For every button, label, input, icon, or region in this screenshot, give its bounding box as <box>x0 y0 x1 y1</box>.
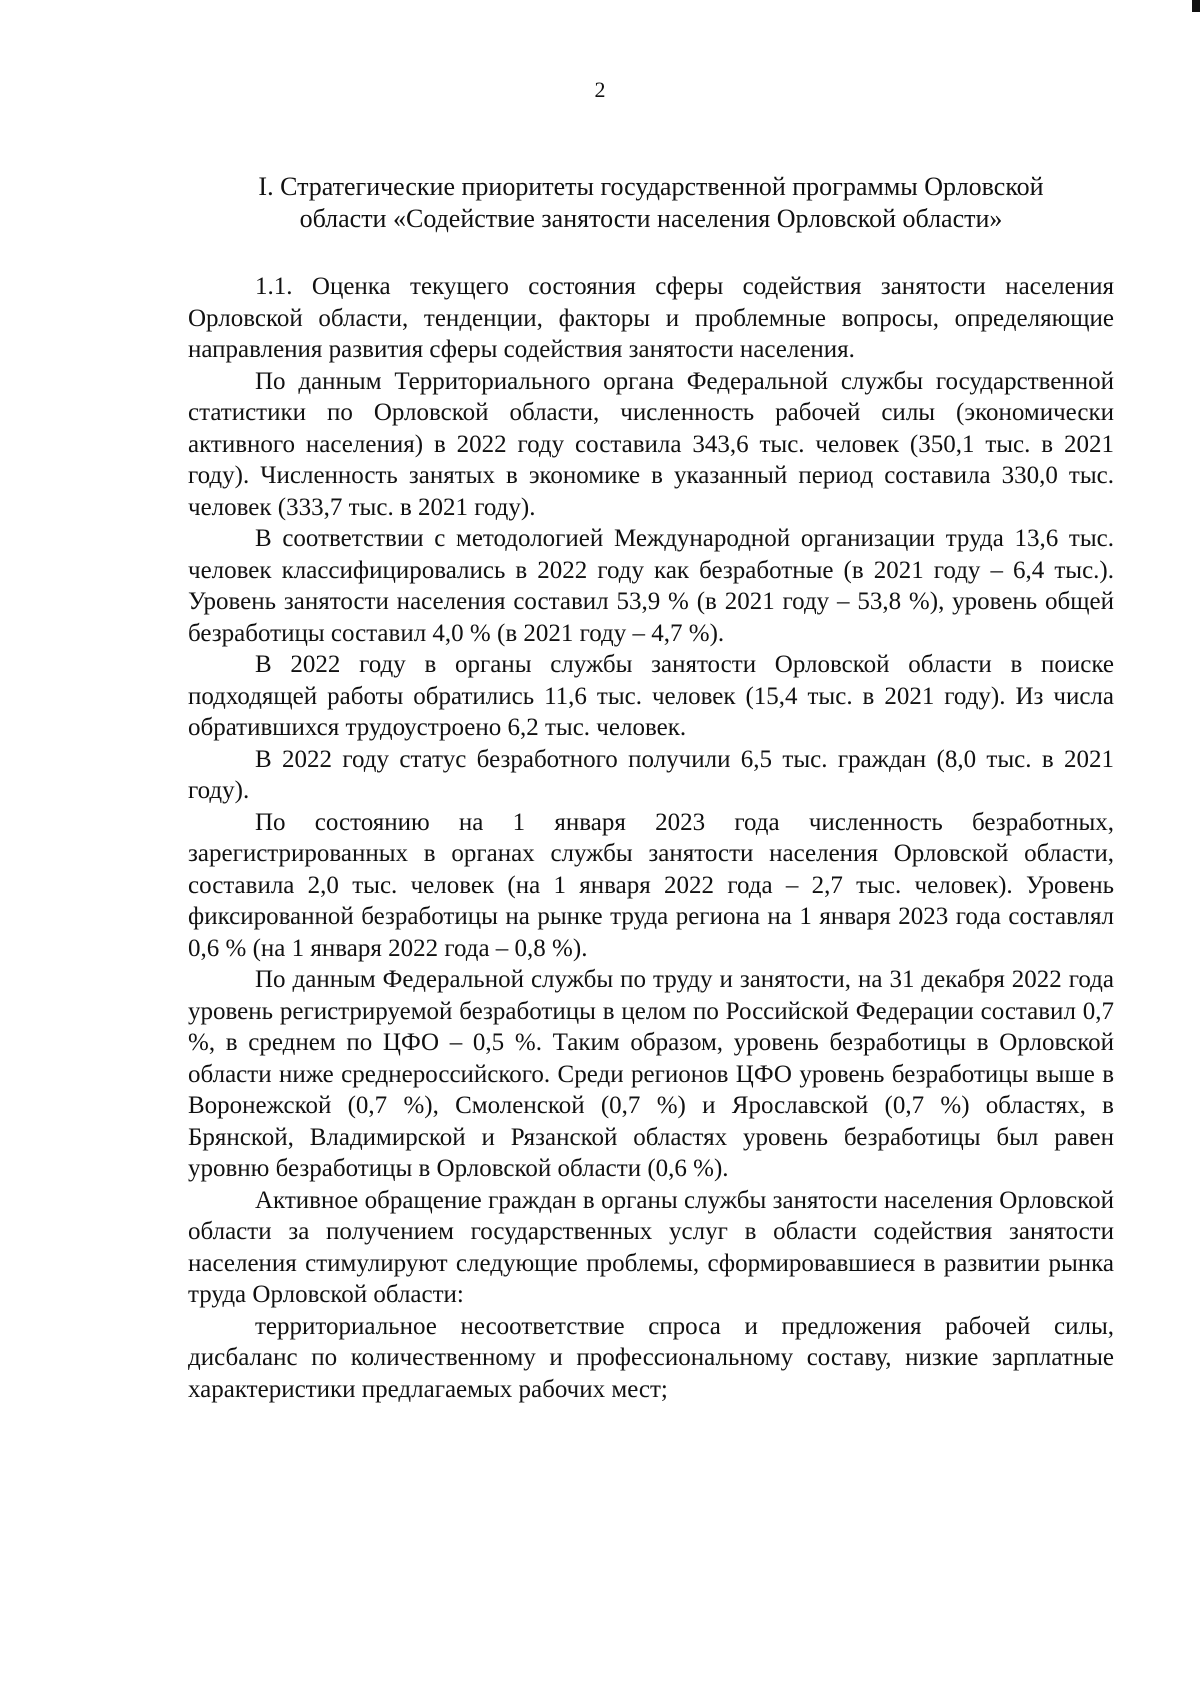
scan-edge-mark <box>1192 0 1200 12</box>
paragraph-federal-comparison: По данным Федеральной службы по труду и занятости, на 31 декабря 2022 года уровень регистрируемой безработицы в целом по Российской Федерации составил 0,7 %, в среднем по ЦФО – 0,5 %. Таким образом, уровень безработицы в Орловской области ниже среднероссийского. Среди регионов ЦФО уровень безработицы выше в Воронежской (0,7 %), Смоленской (0,7 %) и Ярославской (0,7 %) областях, в Брянской, Владимирской и Рязанской областях уровень безработицы был равен уровню безработицы в Орловской области (0,6 %). <box>188 966 1114 1182</box>
page-number: 2 <box>594 77 606 102</box>
section-title-line-2: области «Содействие занятости населения Орловской области» <box>299 204 1003 233</box>
paragraph-ilo-methodology: В соответствии с методологией Международной организации труда 13,6 тыс. человек классифицировались в 2022 году как безработные (в 2021 году – 6,4 тыс.). Уровень занятости населения составил 53,9 % (в 2021 году – 53,8 %), уровень общей безработицы составил 4,0 % (в 2021 году – 4,7 %). <box>188 525 1114 647</box>
paragraph-problems-intro: Активное обращение граждан в органы службы занятости населения Орловской области за получением государственных услуг в области содействия занятости населения стимулируют следующие проблемы, сформировавшиеся в развитии рынка труда Орловской области: <box>188 1186 1114 1308</box>
paragraph-problem-territorial: территориальное несоответствие спроса и предложения рабочей силы, дисбаланс по количественному и профессиональному составу, низкие зарплатные характеристики предлагаемых рабочих мест; <box>188 1312 1114 1403</box>
paragraph-registered-unemployed: По состоянию на 1 января 2023 года численность безработных, зарегистрированных в органах службы занятости населения Орловской области, составила 2,0 тыс. человек (на 1 января 2022 года – 2,7 тыс. человек). Уровень фиксированной безработицы на рынке труда региона на 1 января 2023 года составлял 0,6 % (на 1 января 2022 года – 0,8 %). <box>188 808 1114 962</box>
paragraph-labor-force: По данным Территориального органа Федеральной службы государственной статистики по Орловской области, численность рабочей силы (экономически активного населения) в 2022 году составила 343,6 тыс. человек (350,1 тыс. в 2021 году). Численность занятых в экономике в указанный период составила 330,0 тыс. человек (333,7 тыс. в 2021 году). <box>188 367 1114 521</box>
paragraph-assessment-heading: 1.1. Оценка текущего состояния сферы содействия занятости населения Орловской области, тенденции, факторы и проблемные вопросы, определяющие направления развития сферы содействия занятости населения. <box>188 273 1114 363</box>
section-title-line-1: I. Стратегические приоритеты государственной программы Орловской <box>258 172 1044 201</box>
section-title <box>188 171 1114 235</box>
document-body <box>188 171 1114 1405</box>
paragraph-job-seekers: В 2022 году в органы службы занятости Орловской области в поиске подходящей работы обратились 11,6 тыс. человек (15,4 тыс. в 2021 году). Из числа обратившихся трудоустроено 6,2 тыс. человек. <box>188 651 1114 741</box>
paragraph-unemployed-status: В 2022 году статус безработного получили 6,5 тыс. граждан (8,0 тыс. в 2021 году). <box>188 745 1114 804</box>
